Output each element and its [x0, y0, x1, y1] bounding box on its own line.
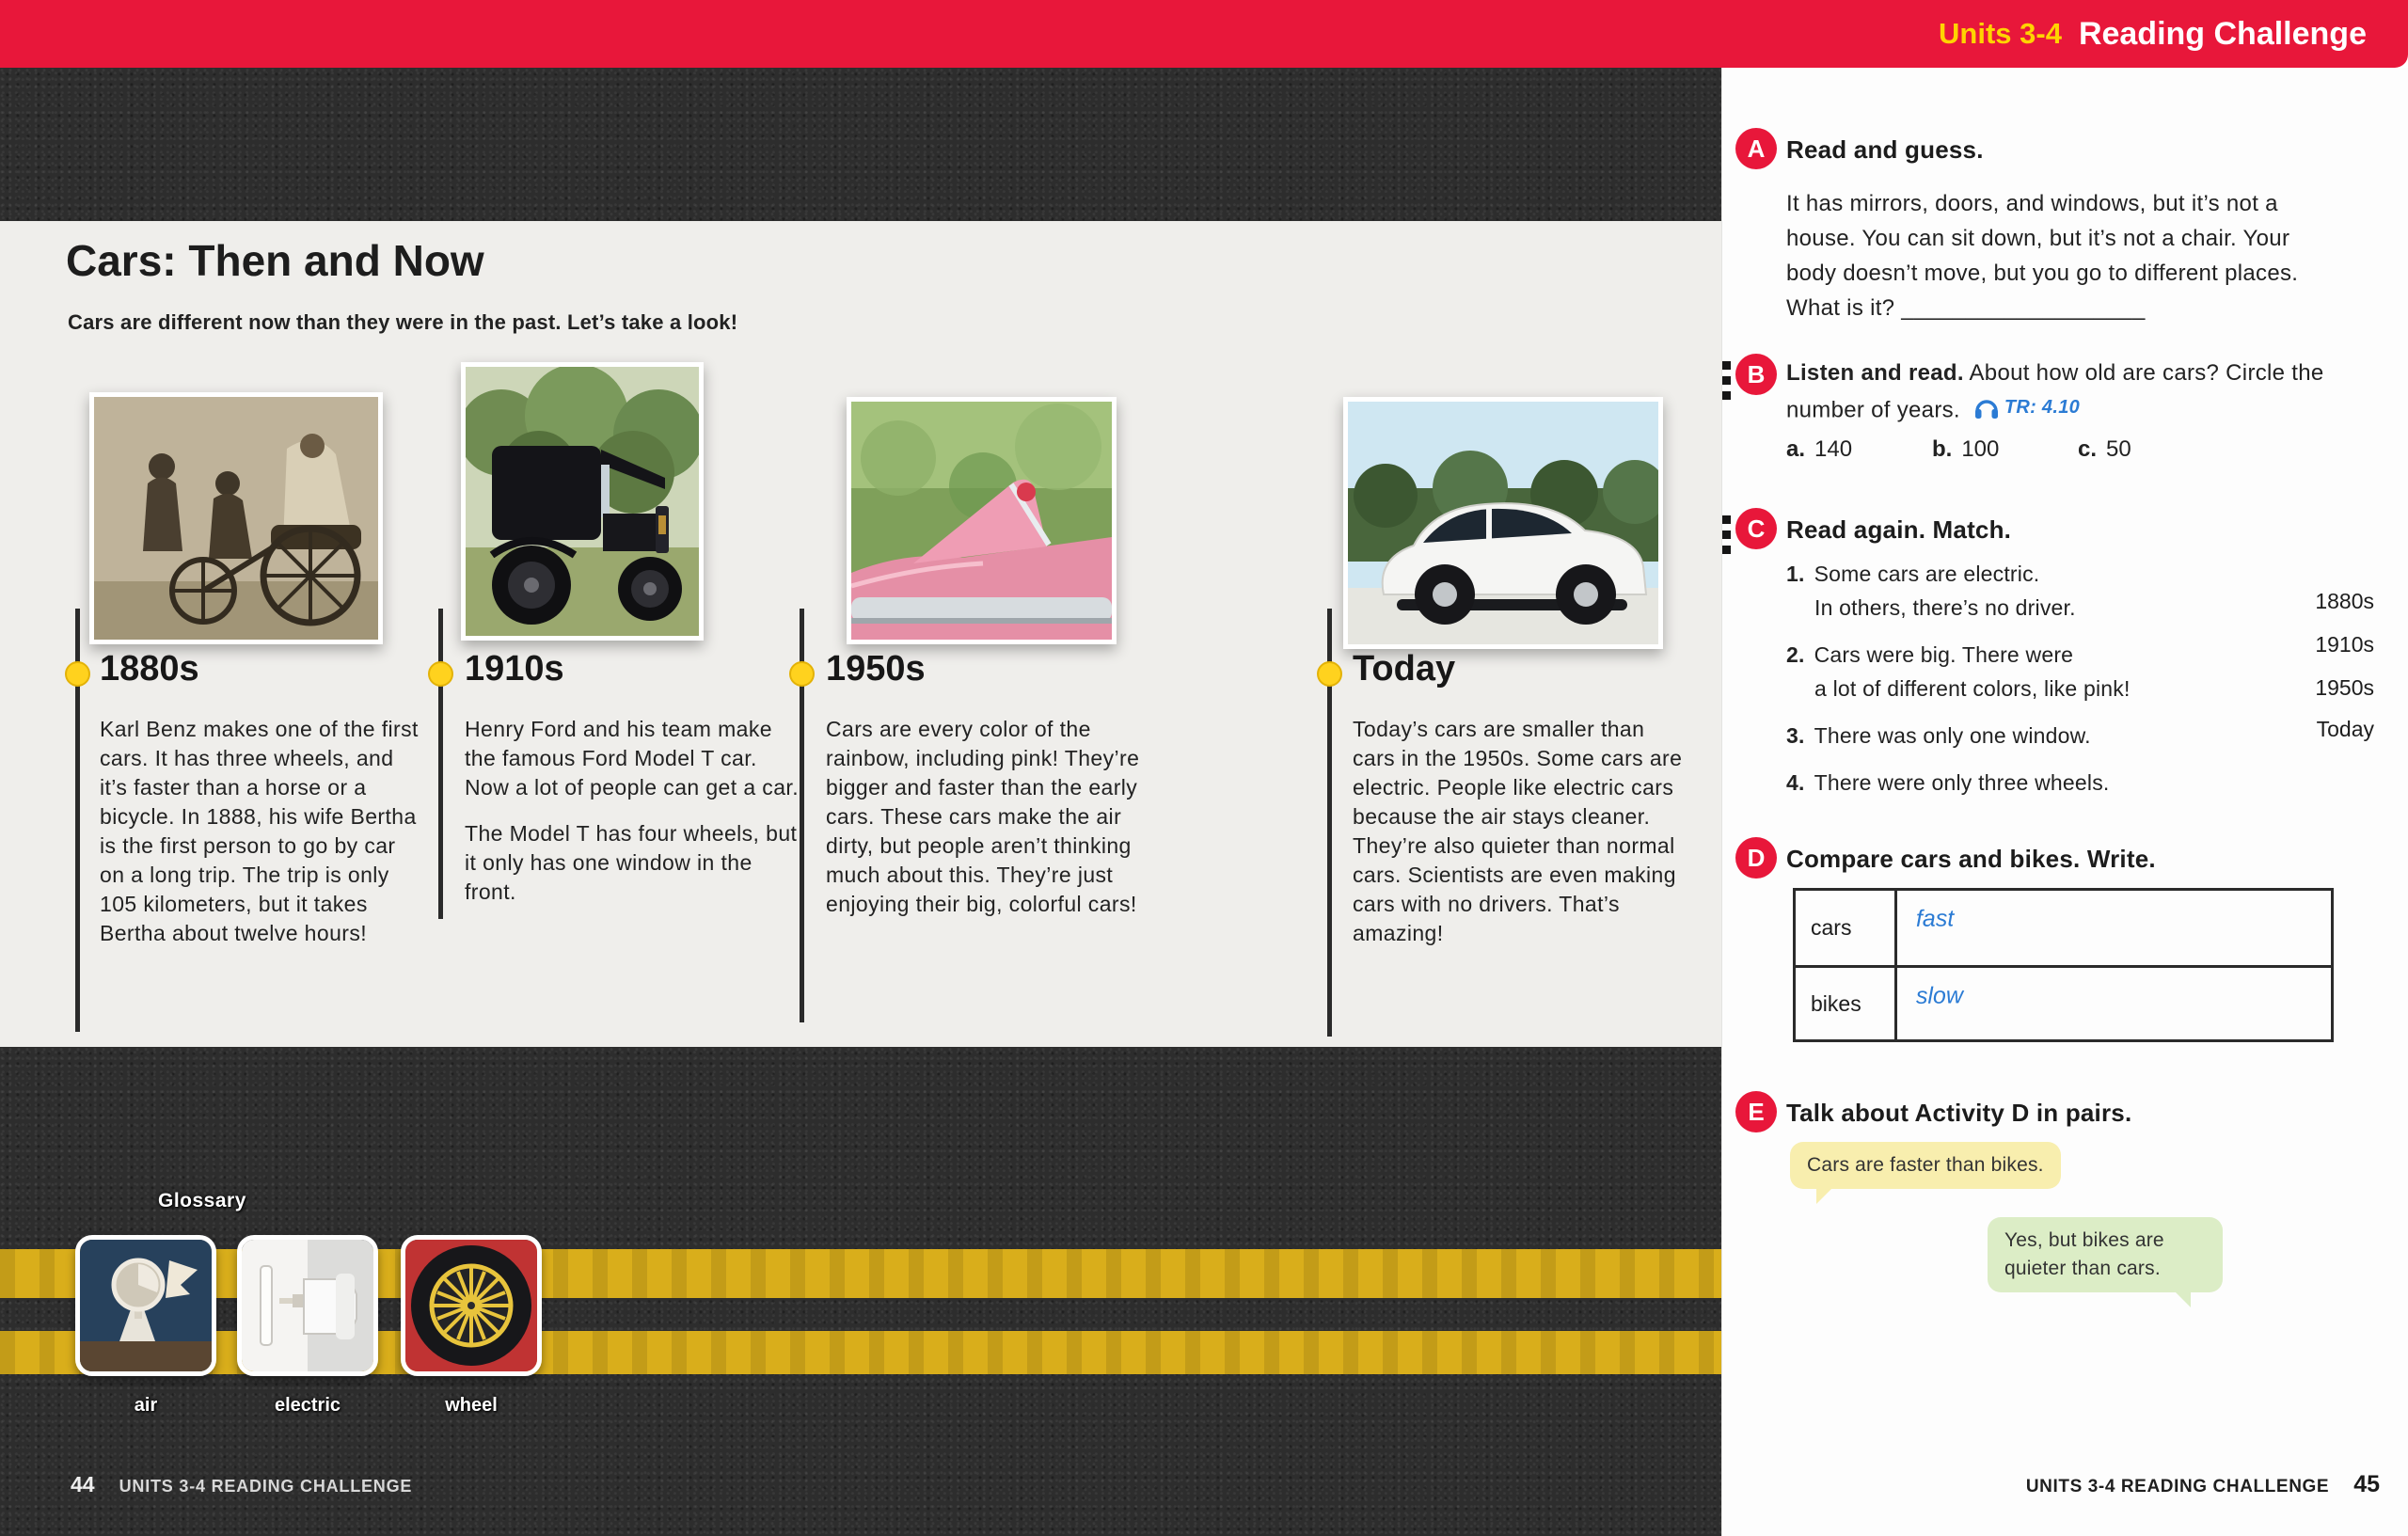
header-units-label: Units 3-4 — [1939, 17, 2062, 50]
timeline-dot-icon — [428, 661, 453, 687]
era-text-1880s — [100, 715, 424, 965]
activity-c-title: Read again. Match. — [1786, 515, 2012, 544]
timeline-dot-icon — [789, 661, 815, 687]
era-paragraph: The Model T has four wheels, but it only has one window in the front. — [465, 821, 798, 904]
row-label-cars: cars — [1796, 891, 1897, 965]
glossary-word-air: air — [134, 1395, 158, 1416]
timeline-line — [438, 609, 443, 919]
activity-a-badge — [1735, 128, 1777, 169]
page-number-left: 44 — [71, 1472, 95, 1496]
option-a[interactable] — [1786, 436, 1932, 463]
activities-panel — [1721, 68, 2408, 1536]
era-heading-1880s: 1880s — [100, 649, 199, 689]
speech-bubble-2: Yes, but bikes are quieter than cars. — [1988, 1217, 2223, 1292]
match-item-3[interactable] — [1786, 719, 2091, 752]
glossary-image-wheel — [401, 1235, 542, 1376]
activity-letter: A — [1747, 134, 1766, 163]
glossary-word-electric: electric — [274, 1395, 341, 1416]
activity-d-title: Compare cars and bikes. Write. — [1786, 845, 2156, 873]
photo-1910s — [461, 362, 704, 641]
audio-track-chip[interactable] — [1974, 390, 2080, 425]
activity-a-title: Read and guess. — [1786, 135, 1984, 164]
timeline-dot-icon — [65, 661, 90, 687]
match-item-4[interactable] — [1786, 766, 2110, 800]
era-paragraph: Karl Benz makes one of the first cars. It has three wheels, and it’s faster than a horse or a bicycle. In 1888, his wife Bertha is the first person to go by car on a long trip. The trip is only 105 kilometers, but it takes Bertha about twelve hours! — [100, 717, 419, 945]
match-item-2[interactable] — [1786, 638, 2131, 705]
option-c[interactable] — [2078, 436, 2224, 463]
era-text-1910s — [465, 715, 799, 907]
road-texture-top — [0, 68, 1721, 221]
photo-1950s-illustration — [851, 402, 1112, 640]
activity-b-prompt — [1786, 356, 2327, 428]
era-text-today — [1353, 715, 1687, 965]
photo-today — [1343, 397, 1663, 649]
footer-label-right: UNITS 3-4 READING CHALLENGE — [2025, 1477, 2330, 1496]
page-number-right: 45 — [2353, 1471, 2380, 1497]
glossary-title: Glossary — [158, 1190, 246, 1211]
track-number: TR: 4.10 — [2004, 397, 2081, 418]
glossary-image-electric — [237, 1235, 378, 1376]
item-text: a lot of different colors, like pink! — [1814, 676, 2131, 701]
activity-letter: D — [1747, 843, 1766, 872]
table-row-bikes — [1796, 965, 2331, 1039]
option-value: 140 — [1814, 436, 1853, 462]
option-key: a. — [1786, 436, 1806, 462]
era-paragraph: Cars are every color of the rainbow, including pink! They’re bigger and faster than the early cars. These cars make the air dirty, but people aren’t thinking much about this. They’re just enjoying their big, colorful cars! — [826, 717, 1140, 916]
item-text: Some cars are electric. — [1814, 562, 2040, 586]
option-b[interactable] — [1932, 436, 2078, 463]
row-answer-bikes[interactable]: slow — [1915, 982, 1964, 1009]
item-text: There was only one window. — [1814, 723, 2091, 748]
item-number: 4. — [1786, 770, 1805, 795]
item-text: In others, there’s no driver. — [1814, 595, 2076, 620]
photo-today-illustration — [1348, 402, 1658, 644]
activity-b-title: Listen and read. — [1786, 360, 1964, 386]
item-number: 1. — [1786, 562, 1805, 586]
article-title: Cars: Then and Now — [66, 236, 484, 285]
option-key: b. — [1932, 436, 1953, 462]
page-header — [0, 0, 2408, 68]
era-paragraph: Today’s cars are smaller than cars in the 1950s. Some cars are electric. People like electric cars because the air stays cleaner. They’re also quieter than normal cars. Scientists are even making cars with no drivers. That’s amazing! — [1353, 717, 1683, 945]
item-number: 2. — [1786, 642, 1805, 667]
option-value: 50 — [2106, 436, 2131, 462]
activity-b-dots-icon — [1722, 361, 1731, 400]
activity-e-title: Talk about Activity D in pairs. — [1786, 1099, 2132, 1127]
item-text: Cars were big. There were — [1814, 642, 2074, 667]
left-page — [0, 68, 1721, 1536]
road-texture-bottom — [0, 1047, 1721, 1536]
activity-b-question: About how old are cars? Circle the number of years. — [1786, 360, 2324, 423]
footer-label-left: UNITS 3-4 READING CHALLENGE — [119, 1477, 413, 1496]
option-value: 100 — [1961, 436, 2000, 462]
photo-1950s — [847, 397, 1117, 644]
activity-d-badge — [1735, 837, 1777, 879]
glossary-image-air — [75, 1235, 216, 1376]
match-item-1[interactable] — [1786, 557, 2076, 625]
activity-c-dots-icon — [1722, 515, 1731, 554]
photo-1880s-illustration — [94, 397, 378, 640]
activity-b-options — [1786, 436, 2224, 463]
match-answer-today[interactable]: Today — [2316, 717, 2374, 741]
era-heading-1910s: 1910s — [465, 649, 564, 689]
match-answer-1910s[interactable]: 1910s — [2315, 632, 2374, 657]
footer-left — [71, 1472, 412, 1497]
row-answer-cars[interactable]: fast — [1915, 905, 1955, 932]
photo-1880s — [89, 392, 383, 644]
activity-e-badge — [1735, 1091, 1777, 1132]
glossary-word-wheel: wheel — [445, 1395, 498, 1416]
row-label-bikes: bikes — [1796, 968, 1897, 1039]
activity-b-badge — [1735, 354, 1777, 395]
item-number: 3. — [1786, 723, 1805, 748]
speech-bubble-1: Cars are faster than bikes. — [1790, 1142, 2061, 1189]
activity-letter: C — [1747, 514, 1766, 543]
activity-a-riddle[interactable]: It has mirrors, doors, and windows, but it’s not a house. You can sit down, but it’s not a chair. Your body doesn’t move, but you go to different places. What is it? ___________________ — [1786, 191, 2299, 321]
article-subtitle: Cars are different now than they were in the past. Let’s take a look! — [68, 310, 738, 334]
match-answer-1880s[interactable]: 1880s — [2315, 589, 2374, 613]
wheel-icon — [405, 1240, 537, 1371]
era-paragraph: Henry Ford and his team make the famous Ford Model T car. Now a lot of people can get a car. — [465, 717, 799, 800]
timeline-dot-icon — [1317, 661, 1342, 687]
option-key: c. — [2078, 436, 2098, 462]
activity-letter: B — [1747, 359, 1766, 388]
compare-table — [1793, 888, 2334, 1042]
page-title: Reading Challenge — [2078, 15, 2367, 52]
photo-1910s-illustration — [466, 367, 699, 636]
activity-letter: E — [1748, 1097, 1765, 1126]
fan-icon — [80, 1240, 212, 1371]
era-heading-1950s: 1950s — [826, 649, 926, 689]
item-text: There were only three wheels. — [1814, 770, 2110, 795]
match-answer-1950s[interactable]: 1950s — [2315, 675, 2374, 700]
table-row-cars — [1796, 891, 2331, 965]
plug-icon — [242, 1240, 373, 1371]
headphones-icon — [1974, 397, 1999, 420]
era-heading-today: Today — [1353, 649, 1456, 689]
era-text-1950s — [826, 715, 1164, 936]
footer-right — [2026, 1471, 2380, 1498]
activity-c-badge — [1735, 508, 1777, 549]
